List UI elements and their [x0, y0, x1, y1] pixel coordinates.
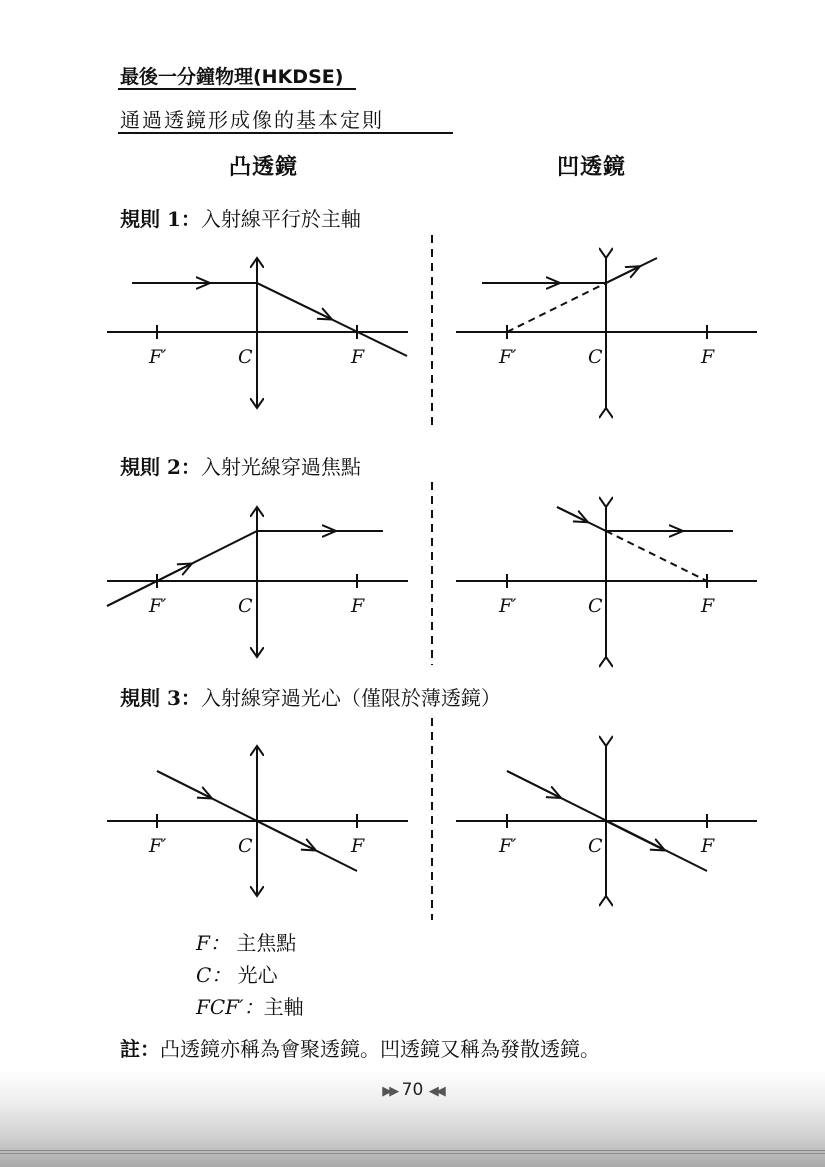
label-f-prime: F′	[499, 595, 517, 617]
page-number-area	[0, 1080, 825, 1100]
label-f-prime: F′	[149, 835, 167, 857]
legend-item-fcf	[196, 991, 304, 1020]
legend-item-c	[196, 959, 278, 988]
label-c: C	[588, 346, 603, 368]
page-arrows-left-icon: ▶▶	[382, 1084, 397, 1099]
legend-item-f	[196, 927, 296, 956]
page-arrows-right-icon: ◀◀	[428, 1084, 443, 1099]
label-f: F	[351, 835, 365, 857]
page-number: 70	[401, 1080, 424, 1100]
label-f: F	[351, 595, 365, 617]
rule-1-text: 入射線平行於主軸	[200, 207, 361, 231]
label-f: F	[701, 595, 715, 617]
label-c: C	[238, 595, 253, 617]
legend-symbol: F：	[196, 931, 230, 955]
virtual-ray-dashed	[606, 531, 707, 581]
ray-arrow	[157, 771, 212, 799]
label-c: C	[238, 346, 253, 368]
ray-arrow	[257, 283, 332, 320]
rule-2-text: 入射光線穿過焦點	[200, 455, 361, 479]
note	[120, 1033, 600, 1062]
legend-symbol: FCF′：	[196, 995, 264, 1019]
ray-arrow	[606, 821, 665, 851]
label-c: C	[588, 835, 603, 857]
legend-meaning: 主軸	[263, 995, 304, 1019]
concave-column-heading: 凹透鏡	[557, 154, 627, 180]
label-f: F	[701, 346, 715, 368]
rule-1-label: 規則 1：	[120, 207, 201, 231]
convex-column-heading: 凸透鏡	[229, 154, 299, 180]
footer-stripe	[0, 1150, 825, 1156]
section-title: 通過透鏡形成像的基本定則	[120, 108, 384, 132]
virtual-ray-dashed	[507, 283, 606, 332]
note-text: 凸透鏡亦稱為會聚透鏡。凹透鏡又稱為發散透鏡。	[160, 1037, 600, 1061]
label-f-prime: F′	[149, 595, 167, 617]
label-f: F	[701, 835, 715, 857]
label-f-prime: F′	[499, 346, 517, 368]
book-title: 最後一分鐘物理(HKDSE)	[120, 66, 344, 88]
note-label: 註：	[120, 1037, 160, 1061]
legend-meaning: 主焦點	[236, 931, 297, 955]
ray-arrow	[257, 821, 316, 851]
label-f: F	[351, 346, 365, 368]
label-f-prime: F′	[499, 835, 517, 857]
label-c: C	[238, 835, 253, 857]
ray-arrow	[606, 266, 640, 283]
label-f-prime: F′	[149, 346, 167, 368]
ray-arrow	[557, 507, 588, 522]
rule-3-label: 規則 3：	[120, 686, 201, 710]
rule-2-label: 規則 2：	[120, 455, 201, 479]
legend-symbol: C：	[196, 963, 232, 987]
rule-3-text: 入射線穿過光心（僅限於薄透鏡）	[200, 686, 501, 710]
ray-arrow	[507, 771, 561, 798]
label-c: C	[588, 595, 603, 617]
legend-meaning: 光心	[237, 963, 278, 987]
